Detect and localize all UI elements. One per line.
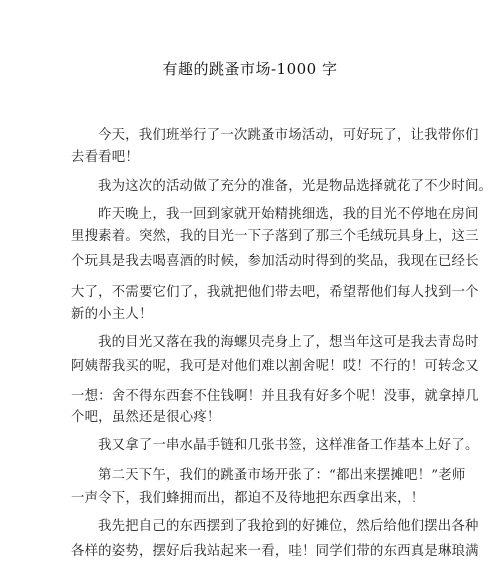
text-line: 大了，不需要它们了，我就把他们带去吧，希望帮他们每人找到一个 xyxy=(71,285,479,300)
text-line: 去看看吧！ xyxy=(71,150,139,165)
text-line: 我先把自己的东西摆到了我抢到的好摊位，然后给他们摆出各种 xyxy=(98,519,479,534)
text-line: 昨天晚上，我一回到家就开始精挑细选，我的目光不停地在房间 xyxy=(98,207,479,222)
text-line: 个玩具是我去喝喜酒的时候，参加活动时得到的奖品，我现在已经长 xyxy=(71,254,479,269)
text-line: 第二天下午，我们的跳蚤市场开张了：“都出来摆摊吧！”老师 xyxy=(98,468,466,483)
text-line: 里搜素着。突然，我的目光一下子落到了那三个毛绒玩具身上，这三 xyxy=(71,229,479,244)
text-line: 个吧，虽然还是很心疼！ xyxy=(71,410,221,425)
text-line: 各样的姿势，摆好后我站起来一看，哇！同学们带的东西真是琳琅满 xyxy=(71,544,479,559)
text-line: 阿姨帮我买的呢，我可是对他们难以割舍呢！哎！不行的！可转念又 xyxy=(71,359,479,374)
text-line: 我为这次的活动做了充分的准备，光是物品选择就花了不少时间。 xyxy=(98,179,493,194)
document-title: 有趣的跳蚤市场-1000 字 xyxy=(162,60,338,78)
text-line: 今天，我们班举行了一次跳蚤市场活动，可好玩了，让我带你们 xyxy=(98,128,479,143)
text-line: 一声令下，我们蜂拥而出，都迫不及待地把东西拿出来，！ xyxy=(71,491,425,506)
text-line: 新的小主人！ xyxy=(71,307,153,322)
text-line: 我的目光又落在我的海螺贝壳身上了，想当年这可是我去青岛时 xyxy=(98,335,479,350)
text-line: 一想：舍不得东西套不住钱啊！并且我有好多个呢！没事，就拿掉几 xyxy=(71,389,479,404)
text-line: 我又拿了一串水晶手链和几张书签，这样准备工作基本上好了。 xyxy=(98,438,479,453)
